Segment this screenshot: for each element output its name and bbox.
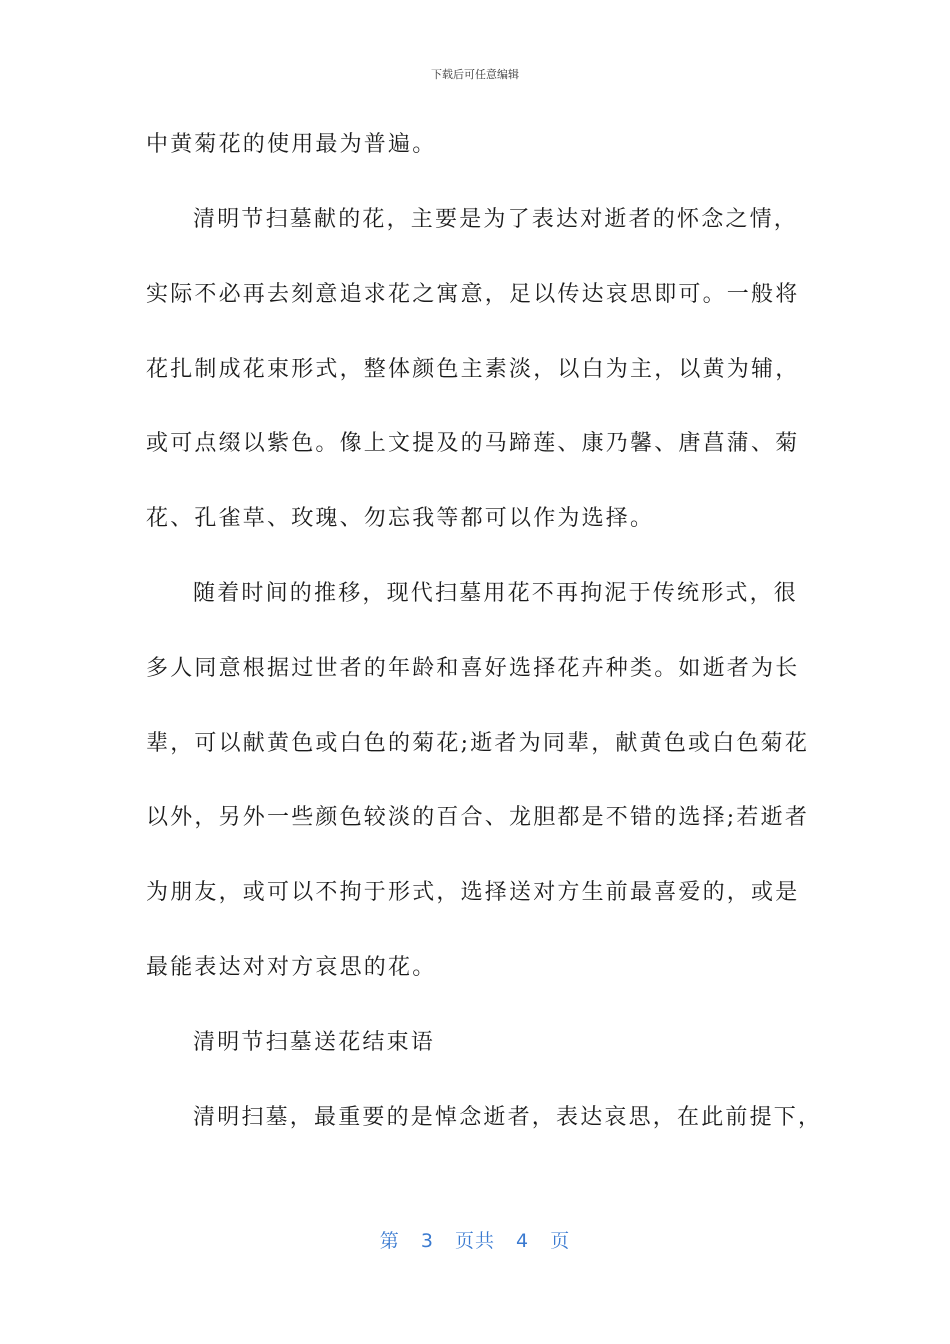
body-line-14: 清明扫墓，最重要的是悼念逝者，表达哀思，在此前提下， — [193, 1105, 823, 1130]
page-footer — [0, 1226, 950, 1253]
body-line-10: 以外，另外一些颜色较淡的百合、龙胆都是不错的选择;若逝者 — [146, 805, 810, 830]
body-line-2: 清明节扫墓献的花，主要是为了表达对逝者的怀念之情， — [193, 207, 799, 232]
body-line-5: 或可点缀以紫色。像上文提及的马蹄莲、康乃馨、唐菖蒲、菊 — [146, 431, 800, 456]
section-heading: 清明节扫墓送花结束语 — [193, 1030, 436, 1055]
page-header: 下载后可任意编辑 — [431, 68, 519, 81]
body-line-8: 多人同意根据过世者的年龄和喜好选择花卉种类。如逝者为长 — [146, 656, 800, 681]
footer-prefix: 第 — [379, 1230, 400, 1252]
body-line-1: 中黄菊花的使用最为普遍。 — [146, 132, 437, 157]
body-line-9: 辈，可以献黄色或白色的菊花;逝者为同辈，献黄色或白色菊花 — [146, 731, 810, 756]
footer-middle: 页共 — [454, 1230, 495, 1252]
body-line-3: 实际不必再去刻意追求花之寓意，足以传达哀思即可。一般将 — [146, 282, 800, 307]
body-line-4: 花扎制成花束形式，整体颜色主素淡，以白为主，以黄为辅， — [146, 357, 800, 382]
footer-total-pages: 4 — [516, 1230, 530, 1252]
footer-page-number: 3 — [420, 1230, 434, 1252]
footer-suffix: 页 — [550, 1230, 571, 1252]
body-line-6: 花、孔雀草、玫瑰、勿忘我等都可以作为选择。 — [146, 506, 655, 531]
body-line-11: 为朋友，或可以不拘于形式，选择送对方生前最喜爱的，或是 — [146, 880, 800, 905]
body-line-7: 随着时间的推移，现代扫墓用花不再拘泥于传统形式，很 — [193, 581, 799, 606]
body-line-12: 最能表达对对方哀思的花。 — [146, 955, 437, 980]
